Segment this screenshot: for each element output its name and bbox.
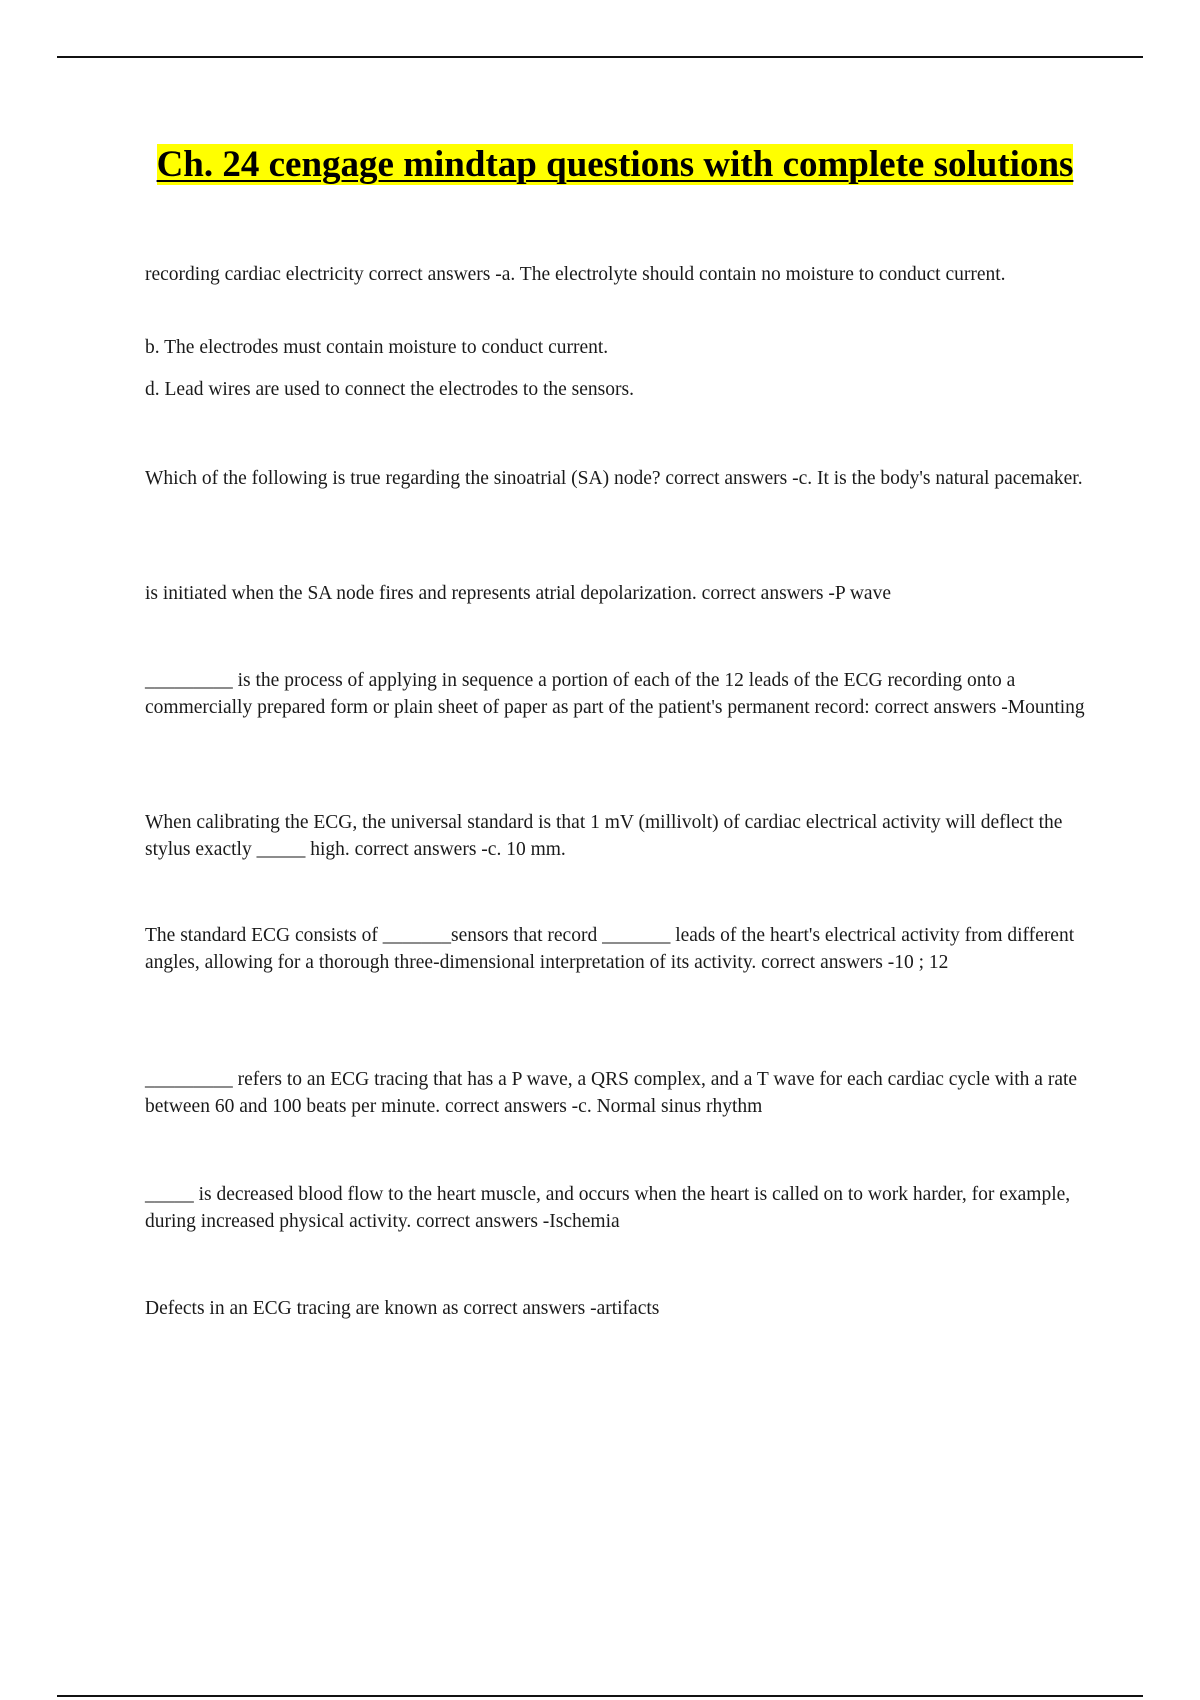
qa-paragraph-8: The standard ECG consists of _______sensors that record _______ leads of the heart's electrical activity from different angles, allowing for a thorough three-dimensional interpretation of its activity. correct answers -10 ; 12 xyxy=(145,925,1075,973)
qa-paragraph-4: Which of the following is true regarding the sinoatrial (SA) node? correct answers -c. It is the body's natural pacemaker. xyxy=(145,468,1083,489)
document-title xyxy=(145,140,1085,190)
header-rule xyxy=(57,56,1143,58)
document-title-text: Ch. 24 cengage mindtap questions with complete solutions xyxy=(156,144,1074,185)
qa-paragraph-7: When calibrating the ECG, the universal standard is that 1 mV (millivolt) of cardiac electrical activity will deflect the stylus exactly _____ high. correct answers -c. 10 mm. xyxy=(145,812,1063,860)
qa-paragraph-2: b. The electrodes must contain moisture to conduct current. xyxy=(145,337,609,358)
qa-paragraph-5: is initiated when the SA node fires and represents atrial depolarization. correct answers -P wave xyxy=(145,583,891,604)
qa-paragraph-6: _________ is the process of applying in sequence a portion of each of the 12 leads of the ECG recording onto a commercially prepared form or plain sheet of paper as part of the patient's permanent record: correct answers -Mounting xyxy=(145,670,1085,718)
qa-paragraph-3: d. Lead wires are used to connect the electrodes to the sensors. xyxy=(145,379,634,400)
qa-paragraph-11: Defects in an ECG tracing are known as correct answers -artifacts xyxy=(145,1298,660,1319)
qa-paragraph-1: recording cardiac electricity correct answers -a. The electrolyte should contain no moisture to conduct current. xyxy=(145,264,1006,285)
qa-paragraph-9: _________ refers to an ECG tracing that has a P wave, a QRS complex, and a T wave for each cardiac cycle with a rate between 60 and 100 beats per minute. correct answers -c. Normal sinus rhythm xyxy=(145,1069,1078,1117)
footer-rule xyxy=(57,1695,1143,1697)
qa-paragraph-10: _____ is decreased blood flow to the heart muscle, and occurs when the heart is called on to work harder, for example, during increased physical activity. correct answers -Ischemia xyxy=(145,1184,1071,1232)
